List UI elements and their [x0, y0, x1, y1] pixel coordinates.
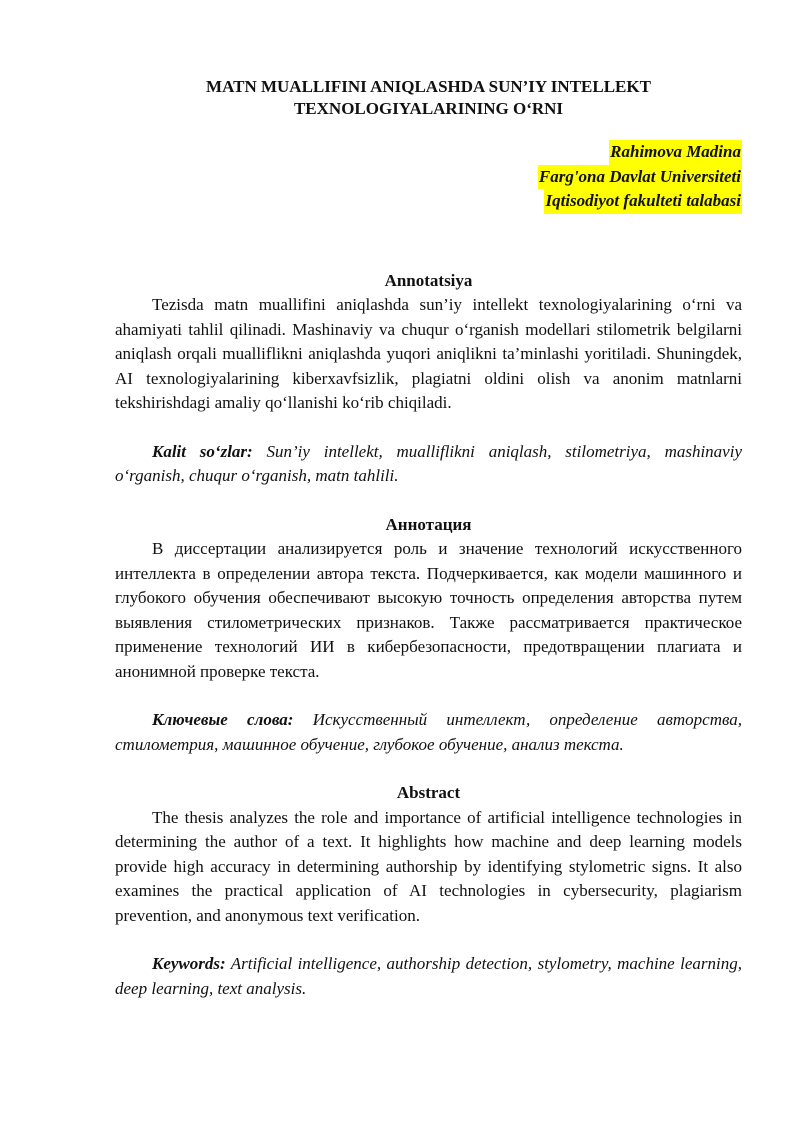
document-page [115, 76, 742, 1001]
keywords-english-list: Artificial intelligence, authorship detection, stylometry, machine learning, deep learning, text analysis. [115, 954, 742, 998]
keywords-uzbek-list: Sun’iy intellekt, mualliflikni aniqlash, stilometriya, mashinaviy o‘rganish, chuqur o‘rganish, matn tahlili. [115, 441, 742, 485]
abstract-english-heading: Abstract [396, 783, 461, 802]
keywords-uzbek [115, 440, 742, 489]
annotation-uzbek [115, 269, 742, 416]
author-block [115, 140, 742, 214]
abstract-english [115, 781, 742, 928]
keywords-russian-label: Ключевые слова: [152, 710, 294, 729]
keywords-english-label: Keywords: [152, 954, 226, 973]
keywords-russian [115, 708, 742, 757]
keywords-english [115, 952, 742, 1001]
paper-title-line-2: TEXNOLOGIYALARINING O‘RNI [293, 99, 564, 118]
annotation-russian [115, 513, 742, 685]
keywords-russian-list: Искусственный интеллект, определение авторства, стилометрия, машинное обучение, глубокое обучение, анализ текста. [115, 710, 743, 754]
paper-title-line-1: MATN MUALLIFINI ANIQLASHDA SUN’IY INTELLEKT [206, 77, 651, 96]
author-faculty: Iqtisodiyot fakulteti talabasi [544, 189, 742, 214]
annotation-russian-heading: Аннотация [385, 514, 472, 534]
author-name: Rahimova Madina [609, 140, 742, 165]
keywords-uzbek-label: Kalit so‘zlar: [152, 441, 253, 461]
annotation-uzbek-text: Tezisda matn muallifini aniqlashda sun’iy intellekt texnologiyalarining o‘rni va ahamiyati tahlil qilinadi. Mashinaviy va chuqur o‘rganish modellari stilometrik belgilarni aniqlash orqali mualliflikni aniqlashda yuqori aniqlikni ta’minlashi yoritiladi. Shuningdek, AI texnologiyalarining kiberxavfsizlik, plagiatni oldini olish va anonim matnlarni tekshirishdagi amaliy qo‘llanishi ko‘rib chiqiladi. [115, 295, 742, 412]
paper-title [115, 76, 742, 120]
annotation-russian-text: В диссертации анализируется роль и значение технологий искусственного интеллекта в определении автора текста. Подчеркивается, как модели машинного и глубокого обучения обеспечивают высокую точность определения авторства путем выявления стилометрических признаков. Также рассматривается практическое применение технологий ИИ в кибербезопасности, предотвращении плагиата и анонимной проверке текста. [115, 539, 742, 681]
annotation-uzbek-heading: Annotatsiya [384, 270, 473, 290]
abstract-english-text: The thesis analyzes the role and importance of artificial intelligence technologies in determining the author of a text. It highlights how machine and deep learning models provide high accuracy in determining authorship by identifying stylometric signs. It also examines the practical application of AI technologies in cybersecurity, plagiarism prevention, and anonymous text verification. [115, 807, 742, 925]
author-university: Farg'ona Davlat Universiteti [538, 165, 742, 190]
